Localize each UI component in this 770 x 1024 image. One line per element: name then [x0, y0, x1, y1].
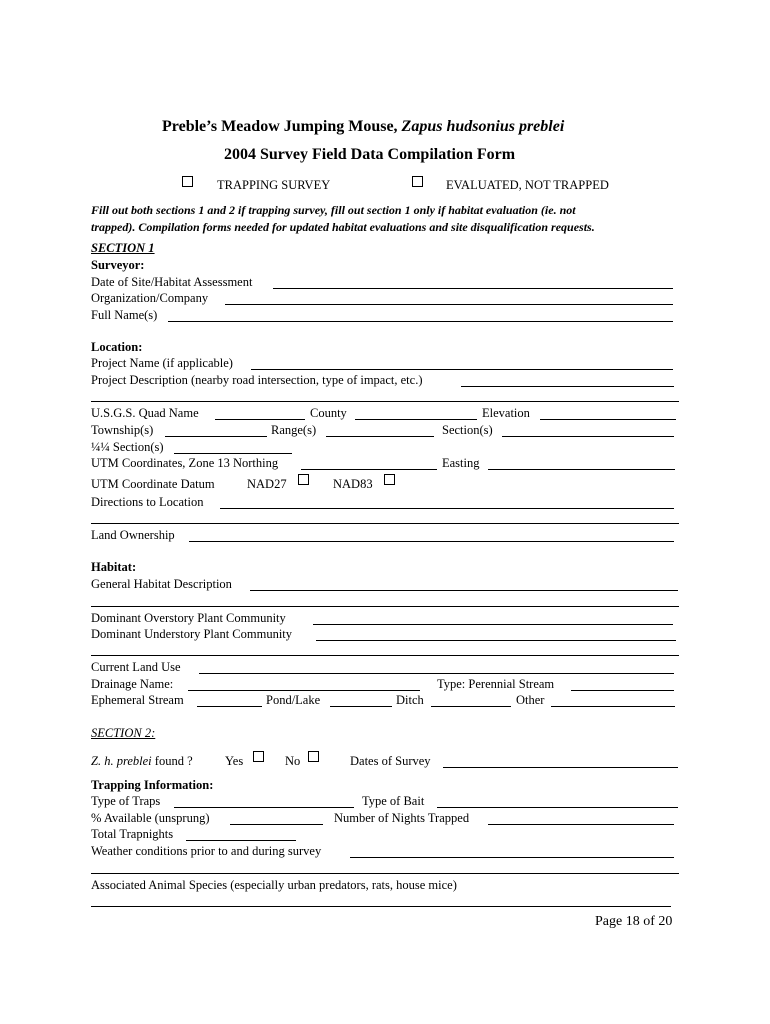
section-1-heading: SECTION 1 [91, 241, 155, 255]
ephemeral-stream-label: Ephemeral Stream [91, 693, 184, 707]
project-name-field[interactable] [251, 369, 673, 370]
associated-species-field[interactable] [91, 906, 671, 907]
no-label: No [285, 754, 301, 768]
land-use-label: Current Land Use [91, 660, 181, 674]
pond-lake-label: Pond/Lake [266, 693, 321, 707]
land-ownership-field[interactable] [189, 541, 674, 542]
nad83-label: NAD83 [333, 477, 373, 491]
land-ownership-label: Land Ownership [91, 528, 175, 542]
directions-field[interactable] [220, 508, 674, 509]
instructions-line-1: Fill out both sections 1 and 2 if trapping survey, fill out section 1 only if habitat evaluation (ie. not [91, 203, 576, 217]
ditch-field[interactable] [431, 706, 511, 707]
full-names-field[interactable] [168, 321, 673, 322]
easting-field[interactable] [488, 469, 675, 470]
nights-trapped-label: Number of Nights Trapped [334, 811, 470, 825]
nad83-checkbox[interactable] [384, 474, 395, 485]
title-common-name: Preble’s Meadow Jumping Mouse, [162, 118, 398, 135]
overstory-field[interactable] [313, 624, 673, 625]
section-2-heading: SECTION 2: [91, 726, 156, 740]
general-habitat-label: General Habitat Description [91, 577, 232, 591]
weather-conditions-field[interactable] [350, 857, 674, 858]
land-use-field[interactable] [199, 673, 674, 674]
nad27-label: NAD27 [247, 477, 287, 491]
trapping-information-heading: Trapping Information: [91, 778, 214, 792]
township-field[interactable] [165, 436, 267, 437]
evaluated-not-trapped-checkbox[interactable] [412, 176, 423, 187]
easting-label: Easting [442, 456, 480, 470]
instructions-line-2: trapped). Compilation forms needed for updated habitat evaluations and site disqualification requests. [91, 220, 595, 234]
other-field[interactable] [551, 706, 675, 707]
evaluated-not-trapped-label: EVALUATED, NOT TRAPPED [446, 178, 609, 192]
weather-conditions-label: Weather conditions prior to and during survey [91, 844, 322, 858]
page-number: Page 18 of 20 [595, 914, 673, 929]
elevation-label: Elevation [482, 406, 530, 420]
drainage-name-label: Drainage Name: [91, 677, 174, 691]
general-habitat-field[interactable] [250, 590, 678, 591]
project-description-continuation-line[interactable] [91, 401, 679, 402]
preblei-found-label [91, 753, 193, 769]
project-description-field[interactable] [461, 386, 674, 387]
range-field[interactable] [326, 436, 434, 437]
pond-lake-field[interactable] [330, 706, 392, 707]
perennial-stream-label: Type: Perennial Stream [437, 677, 555, 691]
directions-label: Directions to Location [91, 495, 204, 509]
ephemeral-stream-field[interactable] [197, 706, 262, 707]
type-of-bait-field[interactable] [437, 807, 678, 808]
utm-northing-label: UTM Coordinates, Zone 13 Northing [91, 456, 279, 470]
organization-field[interactable] [225, 304, 673, 305]
type-of-traps-field[interactable] [174, 807, 354, 808]
full-names-label: Full Name(s) [91, 308, 158, 322]
project-description-label: Project Description (nearby road intersection, type of impact, etc.) [91, 373, 423, 387]
yes-checkbox[interactable] [253, 751, 264, 762]
quad-name-field[interactable] [215, 419, 305, 420]
understory-field[interactable] [316, 640, 676, 641]
project-name-label: Project Name (if applicable) [91, 356, 233, 370]
quarter-section-field[interactable] [174, 453, 292, 454]
form-subtitle: 2004 Survey Field Data Compilation Form [224, 146, 516, 163]
section-field[interactable] [502, 436, 674, 437]
dates-of-survey-label: Dates of Survey [350, 754, 431, 768]
organization-label: Organization/Company [91, 291, 209, 305]
quarter-section-label: ¼¼ Section(s) [91, 440, 164, 454]
county-label: County [310, 406, 347, 420]
county-field[interactable] [355, 419, 477, 420]
quad-name-label: U.S.G.S. Quad Name [91, 406, 199, 420]
total-trapnights-field[interactable] [186, 840, 296, 841]
date-assessment-field[interactable] [273, 288, 673, 289]
form-title [162, 118, 564, 136]
associated-species-label: Associated Animal Species (especially urban predators, rats, house mice) [91, 878, 457, 892]
trapping-survey-checkbox[interactable] [182, 176, 193, 187]
location-heading: Location: [91, 340, 143, 354]
range-label: Range(s) [271, 423, 317, 437]
no-checkbox[interactable] [308, 751, 319, 762]
utm-datum-label: UTM Coordinate Datum [91, 477, 215, 491]
total-trapnights-label: Total Trapnights [91, 827, 174, 841]
type-of-traps-label: Type of Traps [91, 794, 161, 808]
drainage-name-field[interactable] [188, 690, 420, 691]
section-label: Section(s) [442, 423, 493, 437]
understory-continuation-line[interactable] [91, 655, 679, 656]
nad27-checkbox[interactable] [298, 474, 309, 485]
trapping-survey-label: TRAPPING SURVEY [217, 178, 331, 192]
title-scientific-name: Zapus hudsonius preblei [401, 118, 565, 135]
date-assessment-label: Date of Site/Habitat Assessment [91, 275, 253, 289]
utm-northing-field[interactable] [301, 469, 437, 470]
directions-continuation-line[interactable] [91, 523, 679, 524]
overstory-label: Dominant Overstory Plant Community [91, 611, 286, 625]
general-habitat-continuation-line[interactable] [91, 606, 679, 607]
type-of-bait-label: Type of Bait [362, 794, 425, 808]
ditch-label: Ditch [396, 693, 424, 707]
nights-trapped-field[interactable] [488, 824, 674, 825]
weather-continuation-line[interactable] [91, 873, 679, 874]
surveyor-heading: Surveyor: [91, 258, 145, 272]
yes-label: Yes [225, 754, 244, 768]
other-label: Other [516, 693, 545, 707]
available-unsprung-label: % Available (unsprung) [91, 811, 210, 825]
found-question: found ? [154, 754, 193, 768]
township-label: Township(s) [91, 423, 154, 437]
habitat-heading: Habitat: [91, 560, 137, 574]
elevation-field[interactable] [540, 419, 676, 420]
available-unsprung-field[interactable] [230, 824, 323, 825]
perennial-stream-field[interactable] [571, 690, 674, 691]
dates-of-survey-field[interactable] [443, 767, 678, 768]
understory-label: Dominant Understory Plant Community [91, 627, 293, 641]
preblei-italic-name: Z. h. preblei [91, 754, 152, 768]
